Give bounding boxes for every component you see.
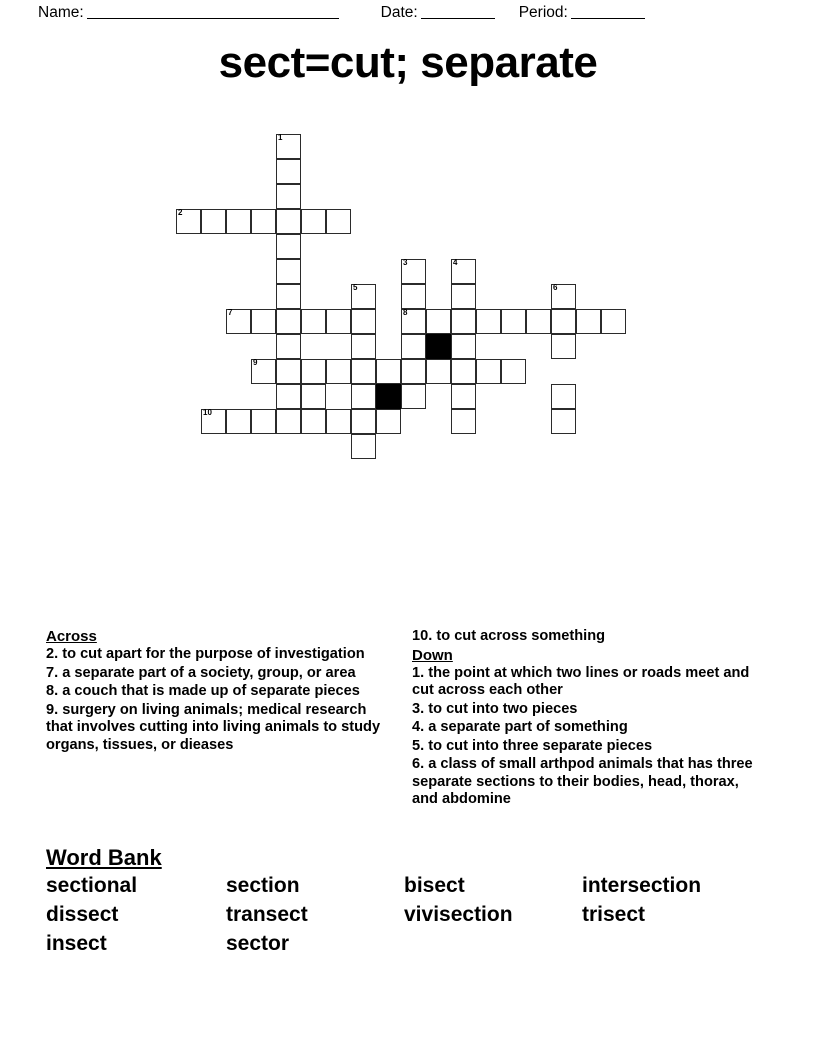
crossword-cell[interactable] (301, 384, 326, 409)
crossword-cell[interactable] (401, 284, 426, 309)
crossword-cell[interactable] (276, 359, 301, 384)
clue-text: to cut across something (436, 628, 606, 644)
crossword-cell[interactable] (276, 184, 301, 209)
across-column (46, 628, 394, 755)
clue-number: 5. (412, 737, 425, 754)
crossword-cell[interactable] (451, 259, 476, 284)
crossword-cell-number: 1 (278, 133, 283, 142)
crossword-cell[interactable] (401, 334, 426, 359)
clue-text: to cut apart for the purpose of investigation (62, 646, 365, 662)
crossword-cell[interactable] (251, 409, 276, 434)
crossword-cell-number: 5 (353, 283, 358, 292)
word-bank-heading: Word Bank (46, 845, 162, 870)
crossword-cell[interactable] (476, 359, 501, 384)
word-bank-row (46, 901, 776, 930)
crossword-cell[interactable] (601, 309, 626, 334)
clue-number: 2. (46, 646, 59, 662)
word-bank (46, 872, 776, 959)
crossword-cell-number: 9 (253, 358, 258, 367)
crossword-cell[interactable] (276, 209, 301, 234)
crossword-cell[interactable] (351, 384, 376, 409)
clue-number: 1. (412, 664, 425, 681)
crossword-cell-number: 6 (553, 283, 558, 292)
crossword-cell[interactable] (426, 359, 451, 384)
crossword-cell[interactable] (501, 309, 526, 334)
word-bank-word: vivisection (404, 903, 513, 926)
crossword-cell[interactable] (351, 359, 376, 384)
word-bank-word: dissect (46, 903, 119, 926)
down-column (412, 628, 762, 810)
crossword-cell[interactable] (476, 309, 501, 334)
clue-across-8 (46, 683, 394, 701)
clue-number: 3. (412, 700, 425, 717)
word-bank-word: sectional (46, 874, 138, 897)
crossword-cell[interactable] (376, 409, 401, 434)
crossword-cell-number: 8 (403, 308, 408, 317)
word-bank-word: trisect (582, 903, 646, 926)
clue-down-4 (412, 719, 762, 737)
crossword-cell[interactable] (401, 359, 426, 384)
crossword-cell[interactable] (226, 209, 251, 234)
crossword-cell[interactable] (201, 209, 226, 234)
word-bank-row (46, 930, 776, 959)
crossword-cell[interactable] (301, 209, 326, 234)
crossword-cell[interactable] (401, 384, 426, 409)
clue-across-2 (46, 646, 394, 664)
clue-number: 6. (412, 756, 425, 772)
clue-text: to cut into two pieces (428, 700, 578, 717)
crossword-cell[interactable] (226, 409, 251, 434)
crossword-cell[interactable] (326, 409, 351, 434)
clue-down-6 (412, 756, 762, 809)
clue-number: 4. (412, 719, 425, 735)
clue-across-10 (412, 628, 762, 646)
crossword-cell[interactable] (351, 334, 376, 359)
crossword-cell[interactable] (451, 359, 476, 384)
crossword-cell-number: 10 (203, 408, 212, 417)
crossword-cell[interactable] (201, 409, 226, 434)
crossword-cell[interactable] (451, 284, 476, 309)
clue-text: the point at which two lines or roads meet and cut across each other (412, 664, 750, 698)
crossword-cell[interactable] (551, 334, 576, 359)
word-bank-word: bisect (404, 874, 465, 897)
crossword-cell[interactable] (351, 409, 376, 434)
crossword-cell[interactable] (276, 134, 301, 159)
crossword-cell[interactable] (276, 284, 301, 309)
clue-across-9 (46, 702, 394, 755)
crossword-cell[interactable] (401, 309, 426, 334)
crossword-cell[interactable] (301, 409, 326, 434)
crossword-cell[interactable] (276, 309, 301, 334)
crossword-cell[interactable] (251, 309, 276, 334)
crossword-cell[interactable] (276, 259, 301, 284)
crossword-cell[interactable] (301, 359, 326, 384)
crossword-cell-number: 3 (403, 258, 408, 267)
word-bank-word: sector (226, 932, 290, 955)
crossword-cell[interactable] (451, 309, 476, 334)
clue-across-7 (46, 665, 394, 683)
crossword-cell[interactable] (326, 359, 351, 384)
crossword-cell[interactable] (226, 309, 251, 334)
crossword-cell[interactable] (376, 359, 401, 384)
crossword-cell[interactable] (426, 309, 451, 334)
crossword-cell[interactable] (451, 409, 476, 434)
clue-number: 8. (46, 683, 59, 699)
crossword-cell[interactable] (551, 384, 576, 409)
word-bank-word: section (226, 874, 300, 897)
clue-down-3 (412, 701, 762, 719)
crossword-cell[interactable] (551, 309, 576, 334)
crossword-cell[interactable] (326, 309, 351, 334)
crossword-cell-number: 4 (453, 258, 458, 267)
across-heading: Across (46, 628, 97, 645)
crossword-cell[interactable] (351, 309, 376, 334)
crossword-cell[interactable] (351, 284, 376, 309)
crossword-cell[interactable] (526, 309, 551, 334)
clue-text: a separate part of a society, group, or area (62, 664, 356, 681)
date-blank-line[interactable] (421, 7, 495, 19)
crossword-cell[interactable] (501, 359, 526, 384)
crossword-cell[interactable] (251, 359, 276, 384)
clue-text: to cut into three separate pieces (428, 737, 653, 754)
down-heading: Down (412, 646, 453, 664)
date-label: Date: (380, 4, 418, 21)
name-blank-line[interactable] (87, 7, 339, 19)
word-bank-row (46, 872, 776, 901)
clue-text: a separate part of something (428, 719, 628, 735)
clue-number: 10. (412, 628, 433, 644)
clue-text: a couch that is made up of separate pieces (62, 683, 360, 699)
clue-number: 7. (46, 664, 59, 681)
word-bank-word: transect (226, 903, 308, 926)
crossword-cell[interactable] (276, 384, 301, 409)
crossword-cell[interactable] (176, 209, 201, 234)
crossword-cell[interactable] (326, 209, 351, 234)
clue-down-5 (412, 738, 762, 756)
crossword-cell[interactable] (251, 209, 276, 234)
crossword-cell[interactable] (551, 409, 576, 434)
crossword-cell-blocked (376, 384, 401, 409)
crossword-cell[interactable] (451, 384, 476, 409)
crossword-cell[interactable] (276, 409, 301, 434)
crossword-cell-blocked (426, 334, 451, 359)
clue-text: surgery on living animals; medical research that involves cutting into living animals to study organs, tissues, or dieases (46, 701, 381, 753)
student-info-header (0, 0, 816, 26)
crossword-cell[interactable] (276, 234, 301, 259)
period-label: Period: (518, 4, 568, 21)
crossword-cell[interactable] (301, 309, 326, 334)
word-bank-word: insect (46, 932, 107, 955)
crossword-cell[interactable] (576, 309, 601, 334)
clue-down-1 (412, 665, 762, 700)
crossword-cell[interactable] (451, 334, 476, 359)
word-bank-word: intersection (582, 874, 702, 897)
clue-number: 9. (46, 701, 59, 718)
clue-text: a class of small arthpod animals that has three separate sections to their bodies, head, thorax, and abdomine (412, 756, 753, 807)
clues-section (46, 628, 772, 810)
crossword-cell[interactable] (351, 434, 376, 459)
crossword-cell-number: 2 (178, 208, 183, 217)
crossword-grid[interactable] (176, 134, 676, 484)
crossword-cell[interactable] (551, 284, 576, 309)
name-label: Name: (38, 4, 84, 21)
page-title: sect=cut; separate (218, 38, 598, 87)
crossword-cell[interactable] (276, 159, 301, 184)
crossword-cell[interactable] (401, 259, 426, 284)
crossword-cell-number: 7 (228, 308, 233, 317)
crossword-cell[interactable] (276, 334, 301, 359)
period-blank-line[interactable] (571, 7, 645, 19)
